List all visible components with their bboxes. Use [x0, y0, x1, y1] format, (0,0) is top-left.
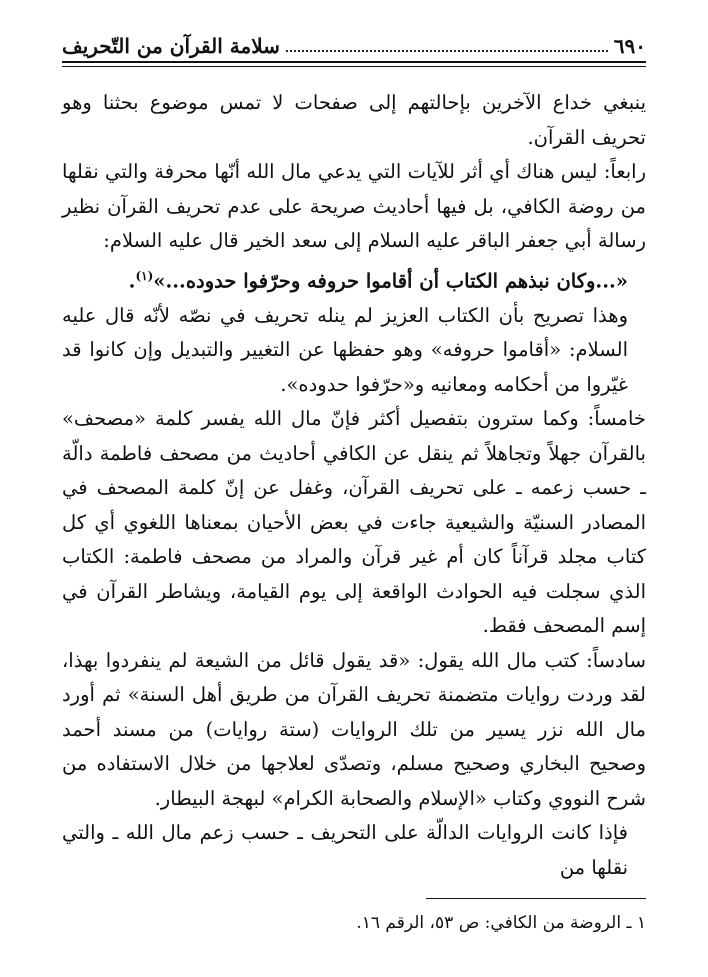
body-text [62, 86, 646, 885]
paragraph-1 [62, 86, 646, 155]
paragraph-5 [62, 402, 646, 644]
paragraph-2-lead: رابعاً: [603, 160, 646, 183]
footnote-rule [426, 898, 646, 899]
paragraph-4 [62, 299, 646, 403]
footnote-ref[interactable]: (١) [135, 268, 154, 283]
running-title: سلامة القرآن من التّحريف [62, 34, 280, 58]
quotation [62, 259, 646, 299]
paragraph-6-lead: سادساً: [586, 648, 646, 672]
paragraph-7 [62, 816, 646, 885]
paragraph-1-text: ينبغي خداع الآخرين بإحالتهم إلى صفحات لا تمس موضوع بحثنا وهو تحريف القرآن. [62, 91, 646, 149]
paragraph-5-lead: خامساً: [587, 407, 646, 430]
page-number: ٦٩٠ [613, 34, 646, 58]
paragraph-4-text: وهذا تصريح بأن الكتاب العزيز لم ينله تحريف في نصّه لأنّه قال عليه السلام: «أقاموا حروفه» وهو حفظها عن التغيير والتبديل وإن كانوا قد غيّروا من أحكامه ومعانيه و«حرّفوا حدوده». [62, 303, 628, 396]
header-rule-thick [62, 61, 646, 63]
footnote-text: ١ ـ الروضة من الكافي: ص ٥٣، الرقم ١٦. [356, 913, 646, 933]
quotation-tail: . [128, 269, 136, 292]
paragraph-2-text: ليس هناك أي أثر للآيات التي يدعي مال الله أنّها محرفة والتي نقلها من روضة الكافي، بل فيها أحاديث صريحة على عدم تحريف القرآن نظير رسالة أبي جعفر الباقر عليه السلام إلى سعد الخير قال عليه السلام: [62, 160, 646, 252]
quotation-text: «...وكان نبذهم الكتاب أن أقاموا حروفه وحرّفوا حدوده...» [153, 269, 628, 292]
header-rule-thin [62, 66, 646, 67]
running-header [62, 28, 646, 58]
paragraph-6-text: كتب مال الله يقول: «قد يقول قائل من الشيعة لم ينفردوا بهذا، لقد وردت روايات متضمنة تحريف القرآن من طريق أهل السنة» ثم أورد مال الله نزر يسير من تلك الروايات (ستة روايات) من مسند أحمد وصحيح البخاري وصحيح مسلم، وتصدّى لعلاجها من خلال الاستفاده من شرح النووي وكتاب «الإسلام والصحابة الكرام» لبهجة البيطار. [62, 648, 646, 810]
paragraph-2 [62, 155, 646, 259]
paragraph-6 [62, 644, 646, 817]
paragraph-5-text: وكما سترون بتفصيل أكثر فإنّ مال الله يفسر كلمة «مصحف» بالقرآن جهلاً وتجاهلاً ثم ينقل عن الكافي أحاديث من مصحف فاطمة دالّة ـ حسب زعمه ـ على تحريف القرآن، وغفل عن إنّ كلمة المصحف في المصادر السنيّة والشيعية جاءت في بعض الأحيان بمعناها اللغوي أي كل كتاب مجلد قرآناً كان أم غير قرآن والمراد من مصحف فاطمة: الكتاب الذي سجلت فيه الحوادث الواقعة إلى يوم القيامة، ويشاطر القرآن في إسم المصحف فقط. [62, 407, 646, 637]
header-leader-dots [286, 49, 608, 52]
paragraph-7-text: فإذا كانت الروايات الدالّة على التحريف ـ حسب زعم مال الله ـ والتي نقلها من [62, 821, 628, 879]
footnote [62, 910, 646, 936]
